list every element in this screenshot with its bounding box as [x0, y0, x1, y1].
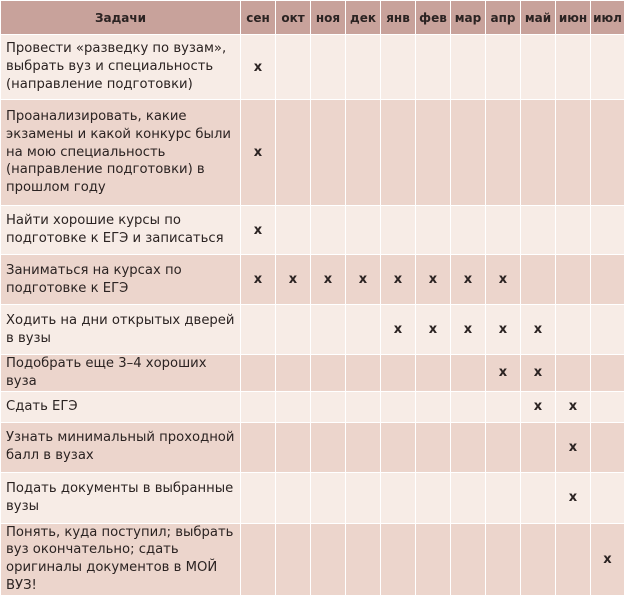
month-cell — [451, 523, 486, 595]
month-cell — [556, 206, 591, 255]
header-task: Задачи — [1, 1, 241, 35]
month-cell — [521, 472, 556, 523]
month-mark: х — [556, 422, 591, 472]
month-cell — [346, 100, 381, 206]
month-cell — [346, 35, 381, 100]
month-mark: х — [521, 305, 556, 355]
month-cell — [451, 100, 486, 206]
month-cell — [416, 100, 451, 206]
month-cell — [381, 391, 416, 422]
month-cell — [591, 35, 624, 100]
header-month: апр — [486, 1, 521, 35]
month-cell — [346, 391, 381, 422]
table-row — [1, 422, 624, 472]
month-cell — [276, 355, 311, 392]
month-mark: х — [521, 355, 556, 392]
month-mark: х — [381, 305, 416, 355]
task-cell: Подать документы в выбранные вузы — [1, 472, 241, 523]
month-cell — [311, 472, 346, 523]
month-mark: х — [311, 255, 346, 305]
month-cell — [451, 206, 486, 255]
month-cell — [591, 355, 624, 392]
table-row — [1, 391, 624, 422]
table-row — [1, 35, 624, 100]
month-cell — [346, 422, 381, 472]
month-cell — [486, 422, 521, 472]
month-mark: х — [416, 305, 451, 355]
month-cell — [276, 422, 311, 472]
month-cell — [556, 305, 591, 355]
month-cell — [241, 422, 276, 472]
month-cell — [381, 35, 416, 100]
month-mark: х — [381, 255, 416, 305]
month-cell — [556, 100, 591, 206]
month-cell — [591, 206, 624, 255]
month-cell — [311, 391, 346, 422]
month-cell — [521, 422, 556, 472]
header-month: дек — [346, 1, 381, 35]
header-month: июн — [556, 1, 591, 35]
month-mark: х — [486, 355, 521, 392]
task-cell: Подобрать еще 3–4 хороших вуза — [1, 355, 241, 392]
month-mark: х — [556, 472, 591, 523]
task-cell: Найти хорошие курсы по подготовке к ЕГЭ и записаться — [1, 206, 241, 255]
month-cell — [276, 100, 311, 206]
month-cell — [346, 523, 381, 595]
task-cell: Заниматься на курсах по подготовке к ЕГЭ — [1, 255, 241, 305]
month-cell — [521, 255, 556, 305]
header-month: май — [521, 1, 556, 35]
month-cell — [241, 355, 276, 392]
table-row — [1, 206, 624, 255]
month-mark: х — [451, 255, 486, 305]
table-row — [1, 100, 624, 206]
month-cell — [451, 35, 486, 100]
month-cell — [276, 391, 311, 422]
month-mark: х — [276, 255, 311, 305]
month-cell — [381, 100, 416, 206]
month-cell — [591, 255, 624, 305]
month-mark: х — [521, 391, 556, 422]
header-month: фев — [416, 1, 451, 35]
task-cell: Сдать ЕГЭ — [1, 391, 241, 422]
month-cell — [416, 472, 451, 523]
month-mark: х — [486, 305, 521, 355]
month-cell — [381, 472, 416, 523]
month-cell — [346, 305, 381, 355]
month-cell — [521, 206, 556, 255]
month-mark: х — [486, 255, 521, 305]
month-cell — [241, 523, 276, 595]
header-month: июл — [591, 1, 624, 35]
month-cell — [311, 206, 346, 255]
month-cell — [311, 422, 346, 472]
task-cell: Проанализировать, какие экзамены и какой конкурс были на мою специальность (направление подготовки) в прошлом году — [1, 100, 241, 206]
month-cell — [486, 523, 521, 595]
month-cell — [521, 523, 556, 595]
month-mark: х — [241, 100, 276, 206]
month-cell — [486, 35, 521, 100]
month-cell — [486, 206, 521, 255]
month-cell — [311, 100, 346, 206]
month-mark: х — [591, 523, 624, 595]
month-cell — [486, 472, 521, 523]
task-cell: Провести «разведку по вузам», выбрать вуз и специальность (направление подготовки) — [1, 35, 241, 100]
month-cell — [346, 206, 381, 255]
header-row — [1, 1, 624, 35]
month-cell — [346, 472, 381, 523]
month-cell — [241, 472, 276, 523]
table-row — [1, 305, 624, 355]
table-row — [1, 255, 624, 305]
month-mark: х — [556, 391, 591, 422]
table-row — [1, 355, 624, 392]
month-cell — [591, 305, 624, 355]
header-month: янв — [381, 1, 416, 35]
table-row — [1, 472, 624, 523]
month-cell — [451, 391, 486, 422]
header-month: окт — [276, 1, 311, 35]
month-cell — [381, 206, 416, 255]
month-cell — [346, 355, 381, 392]
month-cell — [416, 35, 451, 100]
month-cell — [486, 100, 521, 206]
month-cell — [381, 422, 416, 472]
month-cell — [276, 206, 311, 255]
month-mark: х — [346, 255, 381, 305]
month-mark: х — [241, 206, 276, 255]
month-cell — [416, 422, 451, 472]
header-month: сен — [241, 1, 276, 35]
month-cell — [591, 100, 624, 206]
month-cell — [591, 422, 624, 472]
month-cell — [311, 305, 346, 355]
month-cell — [451, 355, 486, 392]
month-cell — [276, 523, 311, 595]
month-cell — [276, 35, 311, 100]
month-cell — [416, 206, 451, 255]
month-cell — [241, 305, 276, 355]
month-cell — [521, 35, 556, 100]
month-mark: х — [416, 255, 451, 305]
month-cell — [311, 355, 346, 392]
month-cell — [556, 523, 591, 595]
month-cell — [276, 472, 311, 523]
task-cell: Ходить на дни открытых дверей в вузы — [1, 305, 241, 355]
month-mark: х — [241, 35, 276, 100]
month-mark: х — [241, 255, 276, 305]
month-cell — [556, 35, 591, 100]
month-cell — [486, 391, 521, 422]
month-cell — [416, 391, 451, 422]
month-cell — [556, 255, 591, 305]
month-cell — [381, 355, 416, 392]
month-cell — [451, 472, 486, 523]
task-cell: Узнать минимальный проходной балл в вузах — [1, 422, 241, 472]
header-month: ноя — [311, 1, 346, 35]
month-mark: х — [451, 305, 486, 355]
month-cell — [381, 523, 416, 595]
month-cell — [591, 472, 624, 523]
table-row — [1, 523, 624, 595]
header-month: мар — [451, 1, 486, 35]
month-cell — [451, 422, 486, 472]
task-cell: Понять, куда поступил; выбрать вуз окончательно; сдать оригиналы документов в МОЙ ВУЗ! — [1, 523, 241, 595]
month-cell — [276, 305, 311, 355]
month-cell — [416, 523, 451, 595]
month-cell — [241, 391, 276, 422]
month-cell — [556, 355, 591, 392]
month-cell — [311, 523, 346, 595]
month-cell — [591, 391, 624, 422]
month-cell — [416, 355, 451, 392]
month-cell — [311, 35, 346, 100]
month-cell — [521, 100, 556, 206]
table-body — [1, 35, 624, 596]
